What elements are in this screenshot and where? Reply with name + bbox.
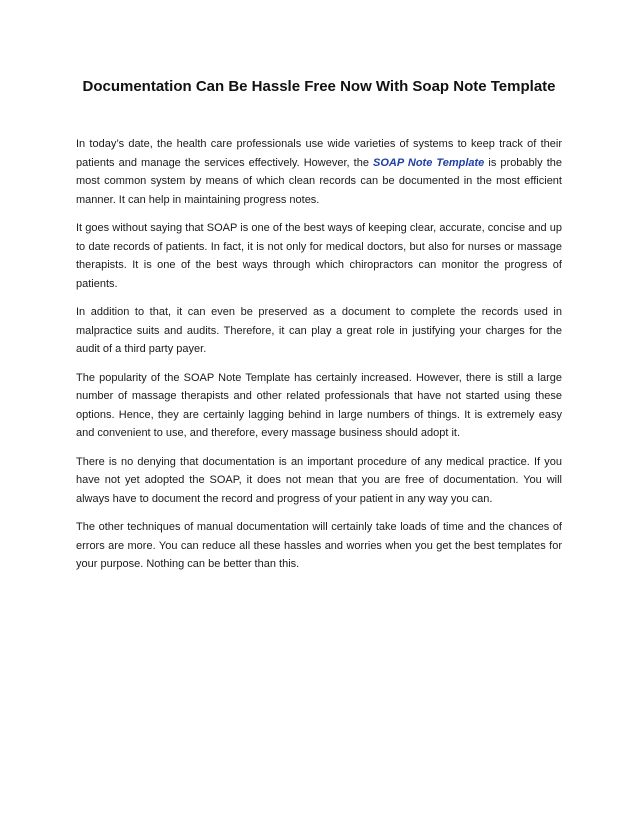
paragraph-5: There is no denying that documentation is an important procedure of any medical practice. If you have not yet adopted the SOAP, it does not mean that you are free of documentation. You will always have to document the record and progress of your patient in any way you can. bbox=[76, 455, 562, 505]
soap-note-template-link[interactable]: SOAP Note Template bbox=[373, 156, 485, 169]
paragraph-1 bbox=[76, 135, 562, 209]
paragraph-1-text-after-link: is probably the most common system by means of which clean records can be documented in the most efficient manner. It can help in maintaining progress notes. bbox=[76, 156, 562, 206]
paragraph-1-text-before-link: In today’s date, the health care professionals use wide varieties of systems to keep track of their patients and manage the services effectively. However, the bbox=[76, 138, 562, 169]
paragraph-3: In addition to that, it can even be preserved as a document to complete the records used in malpractice suits and audits. Therefore, it can play a great role in justifying your charges for the audit of a third party payer. bbox=[76, 306, 562, 355]
paragraph-4: The popularity of the SOAP Note Template has certainly increased. However, there is still a large number of massage therapists and other related professionals that have not started using these options. Hence, they are certainly lagging behind in large numbers of things. It is extremely easy and convenient to use, and therefore, every massage business should adopt it. bbox=[76, 371, 562, 439]
paragraph-6: The other techniques of manual documentation will certainly take loads of time and the chances of errors are more. You can reduce all these hassles and worries when you get the best templates for your purpose. Nothing can be better than this. bbox=[76, 521, 562, 570]
document-body bbox=[76, 135, 562, 584]
page-title: Documentation Can Be Hassle Free Now With Soap Note Template bbox=[82, 78, 556, 95]
paragraph-2: It goes without saying that SOAP is one of the best ways of keeping clear, accurate, concise and up to date records of patients. In fact, it is not only for medical doctors, but also for nurses or massage therapists. It is one of the best ways through which chiropractors can monitor the progress of patients. bbox=[76, 222, 562, 290]
